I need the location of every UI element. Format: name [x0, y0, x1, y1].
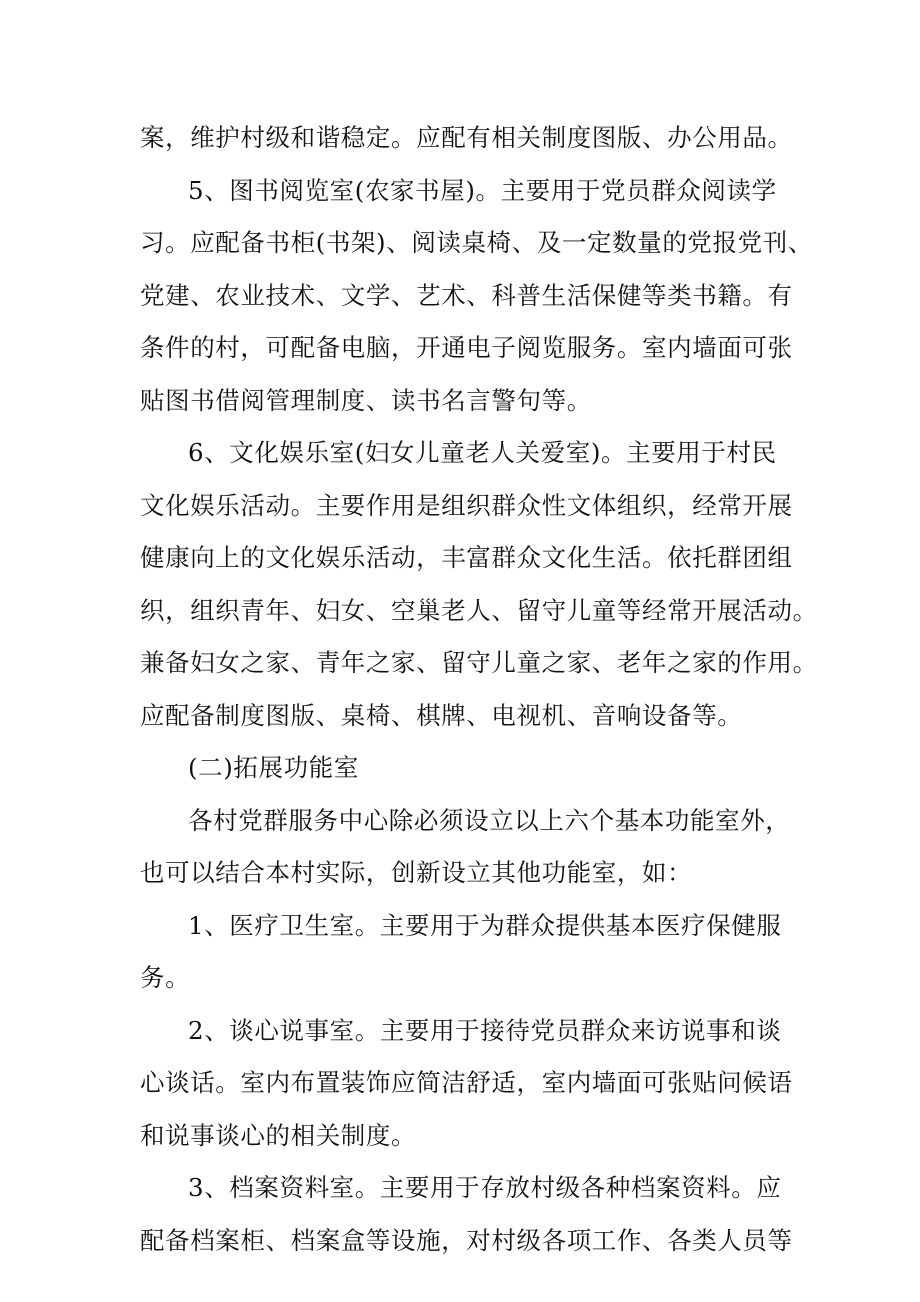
text-line: 文化娱乐活动。主要作用是组织群众性文体组织，经常开展 [140, 490, 793, 520]
text-line: 务。 [140, 963, 191, 992]
text-line: 6、文化娱乐室(妇女儿童老人关爱室)。主要用于村民 [188, 438, 777, 467]
text-line: 配备档案柜、档案盒等设施，对村级各项工作、各类人员等 [140, 1225, 793, 1255]
text-line: 织，组织青年、妇女、空巢老人、留守儿童等经常开展活动。 [140, 595, 818, 625]
text-line: 5、图书阅览室(农家书屋)。主要用于党员群众阅读学 [188, 175, 777, 205]
text-line: 习。应配备书柜(书架)、阅读桌椅、及一定数量的党报党刊、 [140, 228, 813, 257]
text-line: 兼备妇女之家、青年之家、留守儿童之家、老年之家的作用。 [140, 648, 818, 677]
text-line: 贴图书借阅管理制度、读书名言警句等。 [140, 385, 592, 415]
text-line: 3、档案资料室。主要用于存放村级各种档案资料。应 [188, 1173, 782, 1202]
text-line: 也可以结合本村实际，创新设立其他功能室，如： [140, 858, 693, 887]
text-line: 应配备制度图版、桌椅、棋牌、电视机、音响设备等。 [140, 700, 743, 730]
body-text [140, 112, 818, 1267]
text-line: 案，维护村级和谐稳定。应配有相关制度图版、办公用品。 [140, 123, 793, 152]
section-heading: (二)拓展功能室 [188, 753, 359, 782]
text-line: 条件的村，可配备电脑，开通电子阅览服务。室内墙面可张 [140, 333, 793, 362]
text-line: 各村党群服务中心除必须设立以上六个基本功能室外， [188, 805, 791, 835]
text-line: 2、谈心说事室。主要用于接待党员群众来访说事和谈 [188, 1015, 782, 1045]
text-line: 心谈话。室内布置装饰应简洁舒适，室内墙面可张贴问候语 [140, 1068, 793, 1097]
text-line: 和说事谈心的相关制度。 [140, 1120, 417, 1150]
text-line: 健康向上的文化娱乐活动，丰富群众文化生活。依托群团组 [140, 543, 793, 572]
text-line: 党建、农业技术、文学、艺术、科普生活保健等类书籍。有 [140, 280, 793, 310]
text-line: 1、医疗卫生室。主要用于为群众提供基本医疗保健服 [188, 910, 782, 940]
